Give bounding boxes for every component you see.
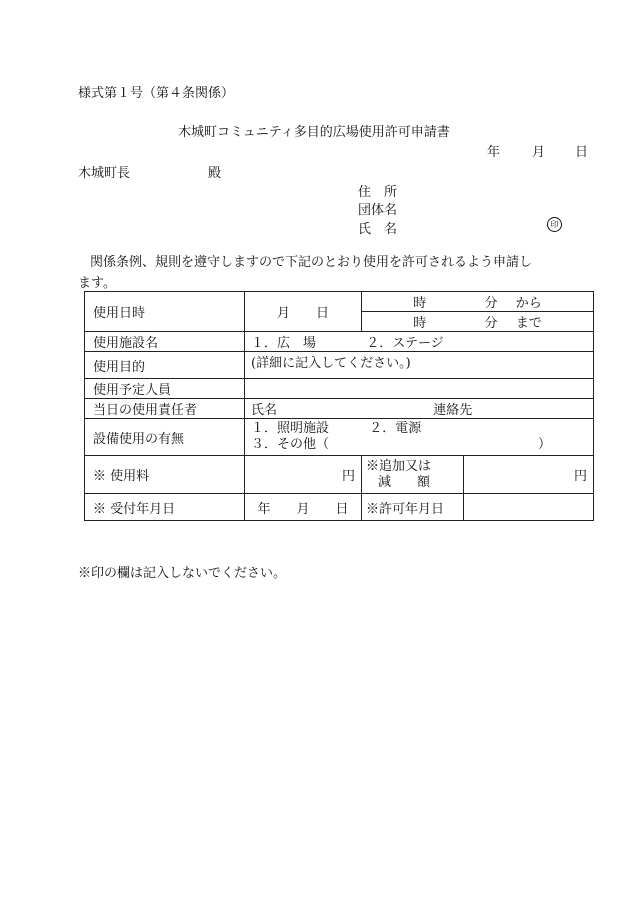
addressee xyxy=(78,162,222,181)
fee-field[interactable] xyxy=(245,456,362,494)
equipment-option-lighting[interactable]: １．照明施設 xyxy=(251,421,330,436)
purpose-label: 使用目的 xyxy=(85,352,245,379)
intro-text-line1: 関係条例、規則を遵守しますので下記のとおり使用を許可されるよう申請し xyxy=(90,255,533,270)
applicant-group-label: 団体名 xyxy=(358,203,398,218)
responsible-contact-label: 連絡先 xyxy=(433,403,473,418)
table-row-fee xyxy=(85,456,594,494)
fee-label: ※ 使用料 xyxy=(85,456,245,494)
from-suffix-label: から xyxy=(515,296,542,311)
fee-adjust-unit: 円 xyxy=(574,469,588,484)
equipment-option-other[interactable]: ３．その他（ xyxy=(251,437,330,452)
equipment-label: 設備使用の有無 xyxy=(85,419,245,456)
usage-time-from-field[interactable] xyxy=(362,292,594,312)
expected-people-label: 使用予定人員 xyxy=(85,379,245,399)
fee-unit: 円 xyxy=(341,469,355,484)
intro-text-line2: ます。 xyxy=(78,276,116,291)
addressee-name: 木城町長 xyxy=(78,166,131,181)
seal-icon: 印 xyxy=(547,216,562,232)
responsible-person-field[interactable] xyxy=(245,399,594,419)
equipment-field[interactable] xyxy=(245,419,594,456)
permit-date-label: ※許可年月日 xyxy=(362,494,464,521)
fee-adjust-field[interactable] xyxy=(464,456,594,494)
usage-datetime-label: 使用日時 xyxy=(85,292,245,332)
responsible-person-label: 当日の使用責任者 xyxy=(85,399,245,419)
from-minute-label: 分 xyxy=(484,296,498,311)
permit-date-field[interactable] xyxy=(464,494,594,521)
form-number: 様式第１号（第４条関係） xyxy=(78,86,235,101)
table-row-responsible xyxy=(85,399,594,419)
document-title: 木城町コミュニティ多目的広場使用許可申請書 xyxy=(178,125,450,140)
table-row-facility xyxy=(85,332,594,352)
table-row-usage-datetime xyxy=(85,292,594,312)
reception-date-label: ※ 受付年月日 xyxy=(85,494,245,521)
reception-date-field[interactable]: 年 月 日 xyxy=(245,494,362,521)
usage-date-field[interactable]: 月 日 xyxy=(245,292,362,332)
responsible-name-label: 氏名 xyxy=(251,403,278,418)
table-row-equipment xyxy=(85,419,594,456)
purpose-field[interactable] xyxy=(245,352,594,379)
to-suffix-label: まで xyxy=(515,316,542,331)
expected-people-field[interactable] xyxy=(245,379,594,399)
date-month-label: 月 xyxy=(532,145,546,160)
purpose-hint: (詳細に記入してください。) xyxy=(251,356,411,371)
equipment-option-power[interactable]: ２．電源 xyxy=(369,421,422,436)
date-year-label: 年 xyxy=(487,145,501,160)
to-minute-label: 分 xyxy=(484,316,498,331)
footer-note: ※印の欄は記入しないでください。 xyxy=(78,566,287,581)
table-row-expected-people xyxy=(85,379,594,399)
equipment-other-close: ） xyxy=(538,437,552,452)
application-form-table xyxy=(84,291,594,521)
table-row-purpose xyxy=(85,352,594,379)
facility-option-plaza[interactable]: １．広 場 xyxy=(251,336,317,351)
to-hour-label: 時 xyxy=(413,316,427,331)
facility-field[interactable] xyxy=(245,332,594,352)
applicant-address-label: 住 所 xyxy=(358,185,398,200)
date-day-label: 日 xyxy=(575,145,589,160)
applicant-name-label: 氏 名 xyxy=(358,222,398,237)
facility-option-stage[interactable]: ２．ステージ xyxy=(366,336,444,351)
usage-time-to-field[interactable] xyxy=(362,312,594,332)
facility-label: 使用施設名 xyxy=(85,332,245,352)
addressee-honorific: 殿 xyxy=(208,166,222,181)
table-row-reception xyxy=(85,494,594,521)
fee-adjust-label: ※追加又は 減 額 xyxy=(362,456,464,494)
from-hour-label: 時 xyxy=(413,296,427,311)
